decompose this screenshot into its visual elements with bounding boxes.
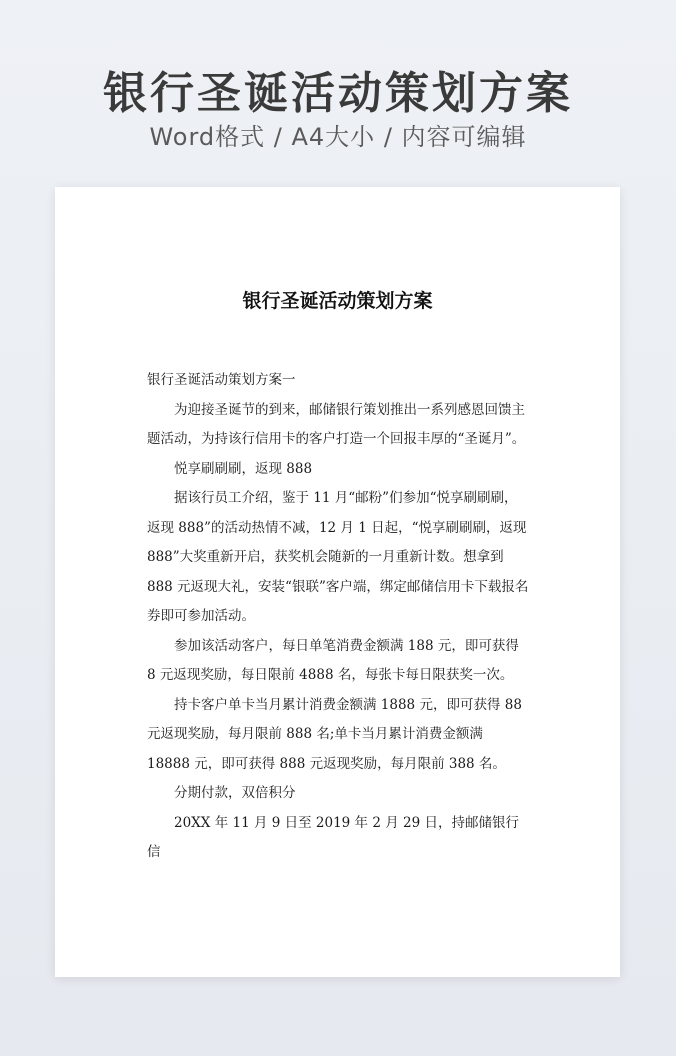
document-paragraph: 银行圣诞活动策划方案一 [147,372,296,388]
document-paragraph: 参加该活动客户，每日单笔消费金额满 188 元，即可获得 8 元返现奖励，每日限前 4888 名，每张卡每日限获奖一次。 [147,637,519,683]
page-subtitle: Word格式 / A4大小 / 内容可编辑 [149,123,527,151]
page-title: 银行圣诞活动策划方案 [103,68,573,119]
document-paragraph: 据该行员工介绍，鉴于 11 月“邮粉”们参加“悦享刷刷刷，返现 888”的活动热情不减，12 月 1 日起，“悦享刷刷刷，返现 888”大奖重新开启，获奖机会随新的一月重新计数。想拿到 888 元返现大礼，安装“银联”客户端，绑定邮储信用卡下载报名券即可参加活动。 [147,490,529,624]
document-page [55,187,620,977]
document-title: 银行圣诞活动策划方案 [242,290,433,312]
document-paragraph: 分期付款，双倍积分 [174,785,296,801]
document-paragraph: 20XX 年 11 月 9 日至 2019 年 2 月 29 日，持邮储银行信 [147,814,519,860]
document-paragraph: 悦享刷刷刷，返现 888 [174,460,313,477]
document-paragraph: 为迎接圣诞节的到来，邮储银行策划推出一系列感恩回馈主题活动，为持该行信用卡的客户打造一个回报丰厚的“圣诞月”。 [147,401,526,447]
document-body [147,366,529,868]
document-paragraph: 持卡客户单卡当月累计消费金额满 1888 元，即可获得 88 元返现奖励，每月限前 888 名;单卡当月累计消费金额满 18888 元，即可获得 888 元返现奖励，每月限前 388 名。 [147,696,522,772]
